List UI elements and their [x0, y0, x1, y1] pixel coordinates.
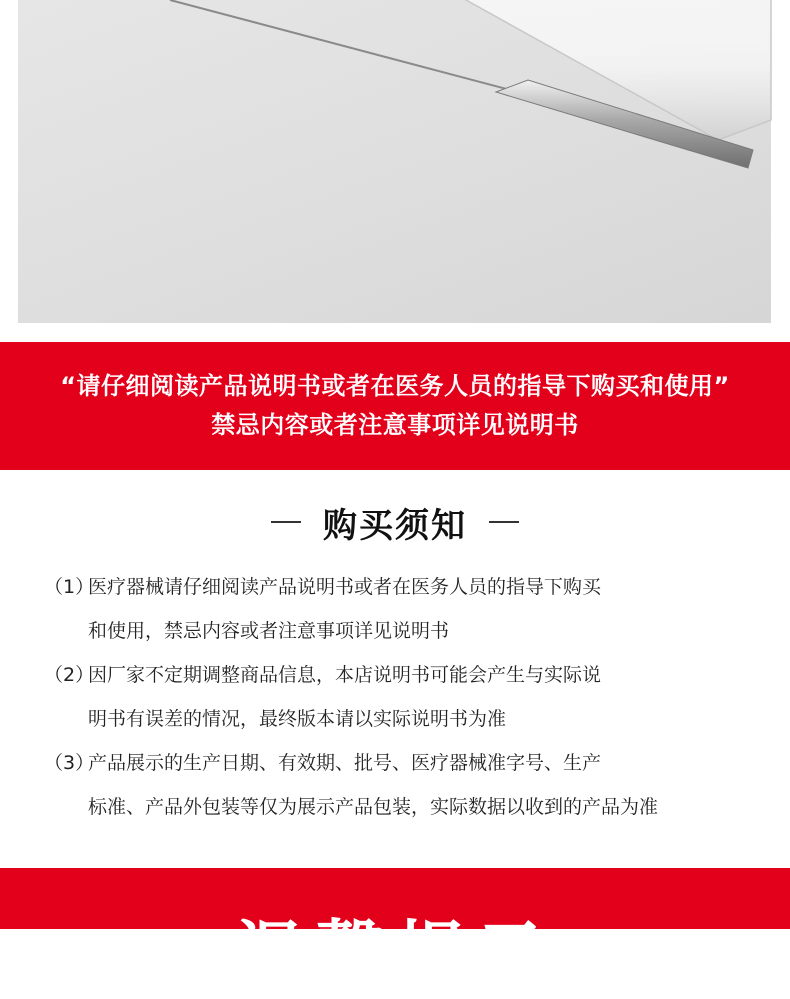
notice-item: [44, 565, 764, 653]
warning-line-1: “请仔细阅读产品说明书或者在医务人员的指导下购买和使用”: [60, 372, 730, 400]
notice-heading: [0, 497, 790, 547]
acupuncture-needle-image: [18, 0, 771, 323]
notice-item: [44, 741, 764, 829]
needle-shaft: [170, 0, 518, 92]
notice-item-number: （1）: [44, 576, 95, 598]
notice-list: [44, 565, 764, 829]
notice-item-text: [88, 565, 601, 653]
notice-item: [44, 653, 764, 741]
heading-dash-right: [489, 521, 519, 523]
notice-item-line-2: 标准、产品外包装等仅为展示产品包装，实际数据以收到的产品为准: [88, 796, 659, 818]
heading-dash-left: [271, 521, 301, 523]
notice-item-line-1: 医疗器械请仔细阅读产品说明书或者在医务人员的指导下购买: [88, 576, 602, 598]
notice-item-line-1: 产品展示的生产日期、有效期、批号、医疗器械准字号、生产: [88, 752, 602, 774]
bottom-banner: [0, 868, 790, 995]
notice-title: 购买须知: [323, 505, 467, 546]
bottom-banner-title: 温馨提示: [235, 913, 555, 995]
notice-item-text: [88, 741, 658, 829]
notice-item-text: [88, 653, 601, 741]
notice-item-number: （3）: [44, 752, 95, 774]
notice-item-line-2: 和使用，禁忌内容或者注意事项详见说明书: [88, 620, 450, 642]
warning-banner: [0, 342, 790, 470]
warning-line-2: 禁忌内容或者注意事项详见说明书: [211, 411, 579, 439]
notice-item-line-1: 因厂家不定期调整商品信息，本店说明书可能会产生与实际说: [88, 664, 602, 686]
notice-item-number: （2）: [44, 664, 95, 686]
notice-item-line-2: 明书有误差的情况，最终版本请以实际说明书为准: [88, 708, 507, 730]
needle-photo-area: [18, 0, 771, 323]
product-photo: [0, 0, 790, 342]
